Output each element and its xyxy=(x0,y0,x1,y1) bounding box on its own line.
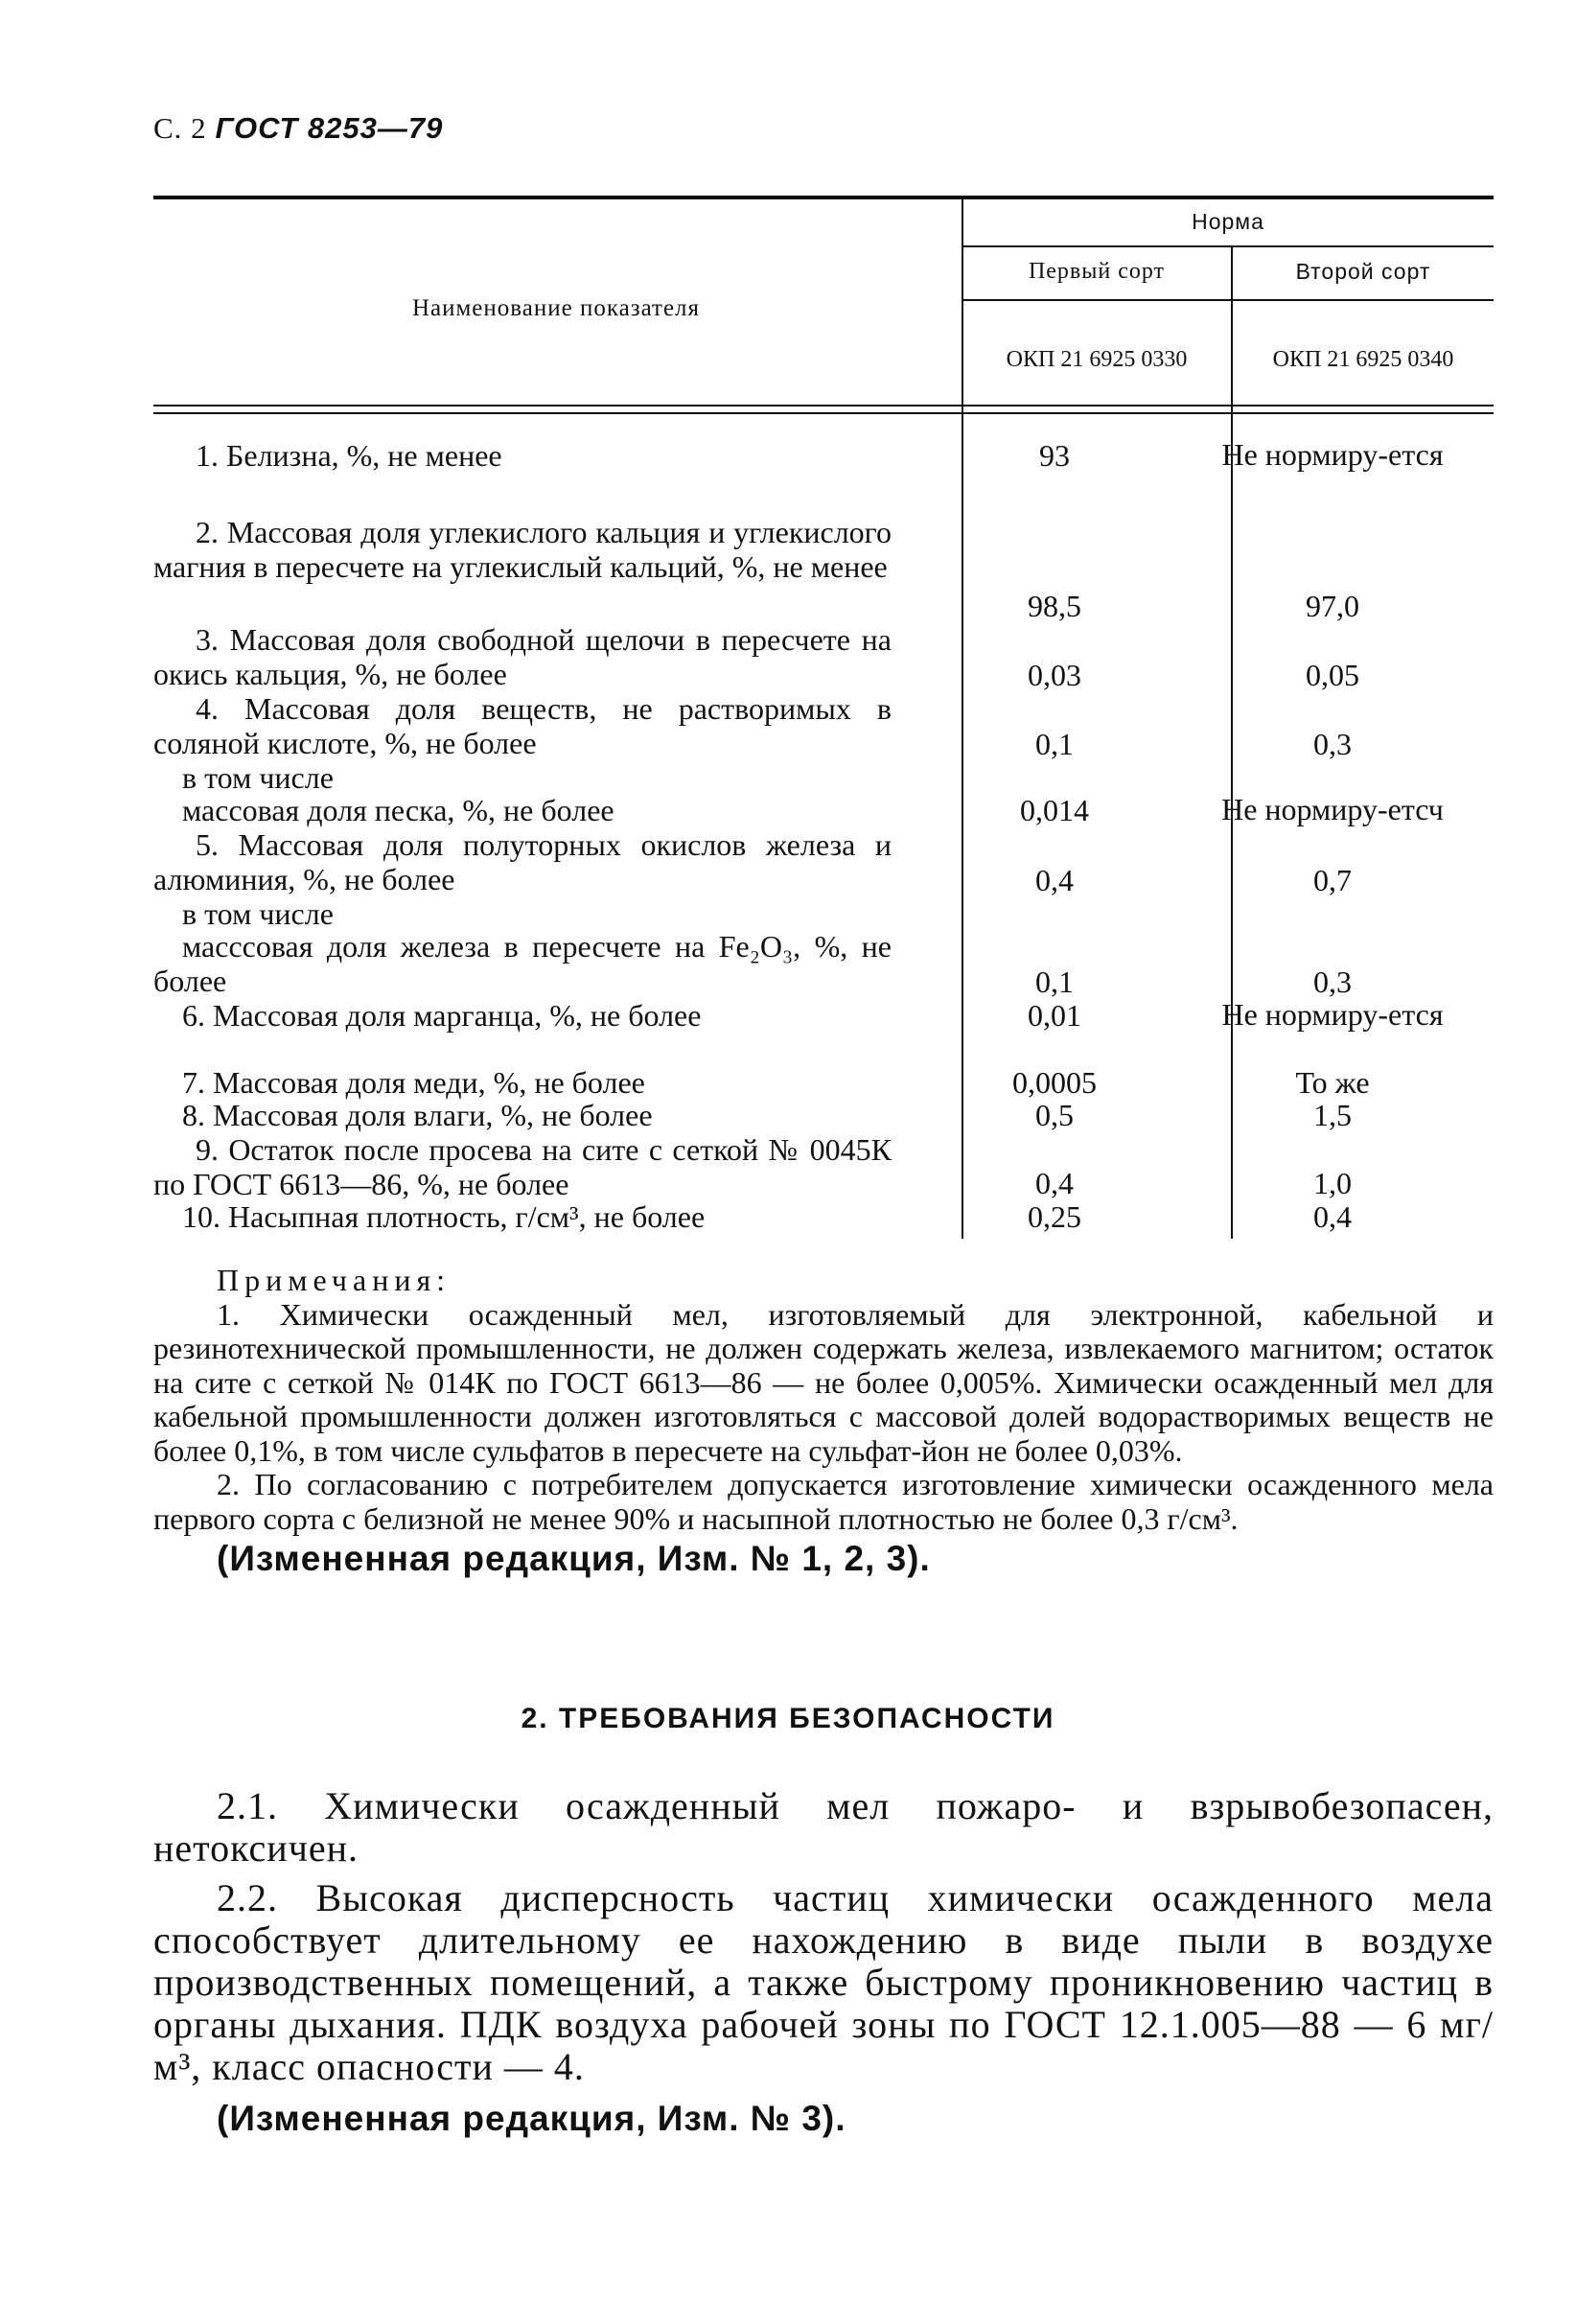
row-grade1: 0,014 xyxy=(1020,793,1089,827)
row-grade2: 0,3 xyxy=(1313,964,1352,999)
table-row xyxy=(153,761,1494,794)
table-row xyxy=(153,999,1494,1066)
section-body xyxy=(153,1785,1494,2140)
note-1: 1. Химически осажденный мел, изготовляемый для электронной, кабельной и резинотехнической промышленности, не должен содержать железа, извлекаемого магнитом; остаток на сите с сеткой № 014К по ГОСТ 6613—86 — не более 0,005%. Химически осажденный мел для кабельной промышленности должен изготовляться с массовой долей водорастворимых веществ не более 0,1%, в том числе сульфатов в пересчете на сульфат-йон не более 0,03%. xyxy=(153,1296,1494,1468)
paragraph-2-1: 2.1. Химически осажденный мел пожаро- и взрывобезопасен, нетоксичен. xyxy=(153,1784,1494,1870)
row-grade2: 97,0 xyxy=(1306,588,1359,623)
table-row xyxy=(153,623,1494,692)
row-name: 6. Массовая доля марганца, %, не более xyxy=(182,998,702,1033)
row-grade1: 0,0005 xyxy=(1012,1065,1097,1100)
table-body xyxy=(153,439,1494,1235)
row-name: 8. Массовая доля влаги, %, не более xyxy=(182,1098,653,1132)
row-grade1: 93 xyxy=(1039,438,1070,473)
table-row xyxy=(153,930,1494,999)
row-name: масссовая доля железа в пересчете на Fe₂O₃, %, не более xyxy=(153,929,892,998)
row-name: 7. Массовая доля меди, %, не более xyxy=(182,1065,645,1100)
page-number: С. 2 xyxy=(153,111,207,145)
row-grade1: 0,4 xyxy=(1035,862,1074,897)
row-grade1: 0,1 xyxy=(1035,726,1074,761)
norm-underline xyxy=(962,245,1494,247)
row-grade2: То же xyxy=(1295,1065,1370,1100)
section-title: 2. ТРЕБОВАНИЯ БЕЗОПАСНОСТИ xyxy=(521,1703,1055,1734)
row-name: в том числе xyxy=(182,760,334,795)
header-norm: Норма xyxy=(1192,209,1264,234)
amendment-note: (Измененная редакция, Изм. № 1, 2, 3). xyxy=(217,1539,931,1578)
paragraph-2-2: 2.2. Высокая дисперсность частиц химически осажденного мела способствует длительному ее нахождению в виде пыли в воздухе производственных помещений, а также быстрому проникновению частиц в органы дыхания. ПДК воздуха рабочей зоны по ГОСТ 12.1.005—88 — 6 мг/м³, класс опасности — 4. xyxy=(153,1876,1494,2088)
page-header xyxy=(153,111,443,146)
amendment-section: (Измененная редакция, Изм. № 3). xyxy=(217,2099,846,2138)
table-row xyxy=(153,516,1494,623)
row-grade2: 0,4 xyxy=(1313,1199,1352,1234)
table-row xyxy=(153,692,1494,761)
row-grade2: 0,3 xyxy=(1313,726,1352,761)
row-name: 1. Белизна, %, не менее xyxy=(196,438,502,473)
row-grade2: Не нормиру-етсч xyxy=(1221,792,1444,826)
header-grade1: Первый сорт xyxy=(1028,259,1166,284)
row-grade2: Не нормиру-ется xyxy=(1221,997,1444,1032)
table-row xyxy=(153,897,1494,930)
row-name: 2. Массовая доля углекислого кальция и углекислого магния в пересчете на углекислый кальций, %, не менее xyxy=(153,515,892,584)
row-name: массовая доля песка, %, не более xyxy=(182,793,614,827)
row-grade1: 0,4 xyxy=(1035,1165,1074,1200)
header-bottom-rule xyxy=(153,405,1494,407)
row-grade1: 0,5 xyxy=(1035,1098,1074,1132)
row-grade2: 0,05 xyxy=(1306,657,1359,692)
header-grade1-code: ОКП 21 6925 0330 xyxy=(1006,347,1188,372)
row-grade2: 0,7 xyxy=(1313,862,1352,897)
row-name: 9. Остаток после просева на сите с сеткой № 0045К по ГОСТ 6613—86, %, не более xyxy=(153,1132,892,1201)
row-grade1: 0,25 xyxy=(1028,1199,1081,1234)
note-2: 2. По согласованию с потребителем допускается изготовление химически осажденного мела первого сорта с белизной не менее 90% и насыпной плотностью не более 0,3 г/см³. xyxy=(153,1467,1494,1536)
notes-block xyxy=(153,1264,1494,1576)
row-grade1: 98,5 xyxy=(1028,588,1081,623)
header-grade2-code: ОКП 21 6925 0340 xyxy=(1272,347,1454,372)
row-name: в том числе xyxy=(182,896,334,931)
table-row xyxy=(153,1099,1494,1133)
table-row xyxy=(153,1133,1494,1200)
row-grade2: Не нормиру-ется xyxy=(1221,437,1444,472)
header-indicator-name: Наименование показателя xyxy=(411,295,701,321)
row-grade1: 0,1 xyxy=(1035,964,1074,999)
grade-underline xyxy=(962,299,1494,301)
row-grade2: 1,0 xyxy=(1313,1165,1352,1200)
standard-number: ГОСТ 8253—79 xyxy=(215,111,444,145)
notes-title: Примечания: xyxy=(217,1263,452,1297)
row-name: 10. Насыпная плотность, г/см³, не более xyxy=(182,1199,706,1234)
table-row xyxy=(153,1200,1494,1235)
table-row xyxy=(153,794,1494,828)
table-top-rule xyxy=(153,196,1494,199)
row-grade2: 1,5 xyxy=(1313,1098,1352,1132)
row-name: 3. Массовая доля свободной щелочи в пересчете на окись кальция, %, не более xyxy=(153,622,892,691)
row-name: 5. Массовая доля полуторных окислов железа и алюминия, %, не более xyxy=(153,827,892,896)
row-grade1: 0,01 xyxy=(1028,998,1081,1033)
table-row xyxy=(153,1066,1494,1099)
table-row xyxy=(153,439,1494,516)
row-grade1: 0,03 xyxy=(1028,657,1081,692)
header-bottom-rule-2 xyxy=(153,412,1494,414)
table-row xyxy=(153,828,1494,897)
row-name: 4. Массовая доля веществ, не растворимых в соляной кислоте, %, не более xyxy=(153,691,892,760)
header-grade2: Второй сорт xyxy=(1295,259,1431,284)
